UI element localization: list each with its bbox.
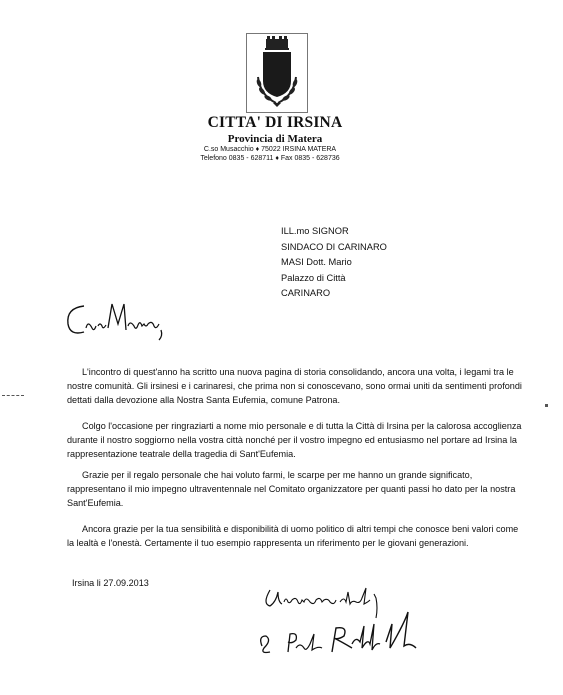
crest-emblem-icon xyxy=(246,33,308,113)
body-paragraph: L'incontro di quest'anno ha scritto una nuova pagina di storia consolidando, ancora una volta, i legami tra le nostre comunità. Gli irsinesi e i carinaresi, che prima non si conoscevano, sono ormai uniti da sentimenti profondi dettati dalla devozione alla Nostra Santa Eufemia, comune Patrona. xyxy=(67,367,522,405)
letterhead-province: Provincia di Matera xyxy=(227,133,323,145)
margin-mark xyxy=(2,395,24,397)
recipient-line: SINDACO DI CARINARO xyxy=(281,241,387,252)
recipient-block xyxy=(281,224,387,302)
recipient-line: Palazzo di Città xyxy=(281,272,346,283)
recipient-line: ILL.mo SIGNOR xyxy=(281,226,349,236)
handwritten-salutation xyxy=(62,298,172,346)
margin-dot xyxy=(545,404,548,407)
recipient-line: CARINARO xyxy=(281,288,331,298)
letterhead-city: CITTA' DI IRSINA xyxy=(207,114,343,131)
recipient-line: MASI Dott. Mario xyxy=(281,257,352,267)
body-paragraph: Grazie per il regalo personale che hai voluto farmi, le scarpe per me hanno un grande significato, rappresentano il mio impegno ultraventennale nel Comitato organizzatore per quanti passi ho dato per la nostra Sant'Eufemia. xyxy=(67,470,516,508)
body-paragraph: Colgo l'occasione per ringraziarti a nome mio personale e di tutta la Città di Irsina per la calorosa accoglienza durante il nostro soggiorno nella vostra città nonché per il vostro impegno ed entusiasmo nel portare ad Irsina la rappresentazione teatrale della tragedia di Sant'Eufemia. xyxy=(67,421,522,459)
place-date: Irsina li 27.09.2013 xyxy=(72,578,149,588)
handwritten-signature xyxy=(256,582,436,672)
letterhead-phone-fax: Telefono 0835 - 628711 ♦ Fax 0835 - 628736 xyxy=(200,155,340,162)
body-paragraph: Ancora grazie per la tua sensibilità e disponibilità di uomo politico di altri tempi che conosce beni valori come la lealtà e l'onestà. Certamente il tuo esempio rappresenta un riferimento per le giovani generazioni. xyxy=(67,524,519,548)
city-coat-of-arms xyxy=(246,33,308,113)
letterhead-address: C.so Musacchio ♦ 75022 IRSINA MATERA xyxy=(203,146,337,153)
